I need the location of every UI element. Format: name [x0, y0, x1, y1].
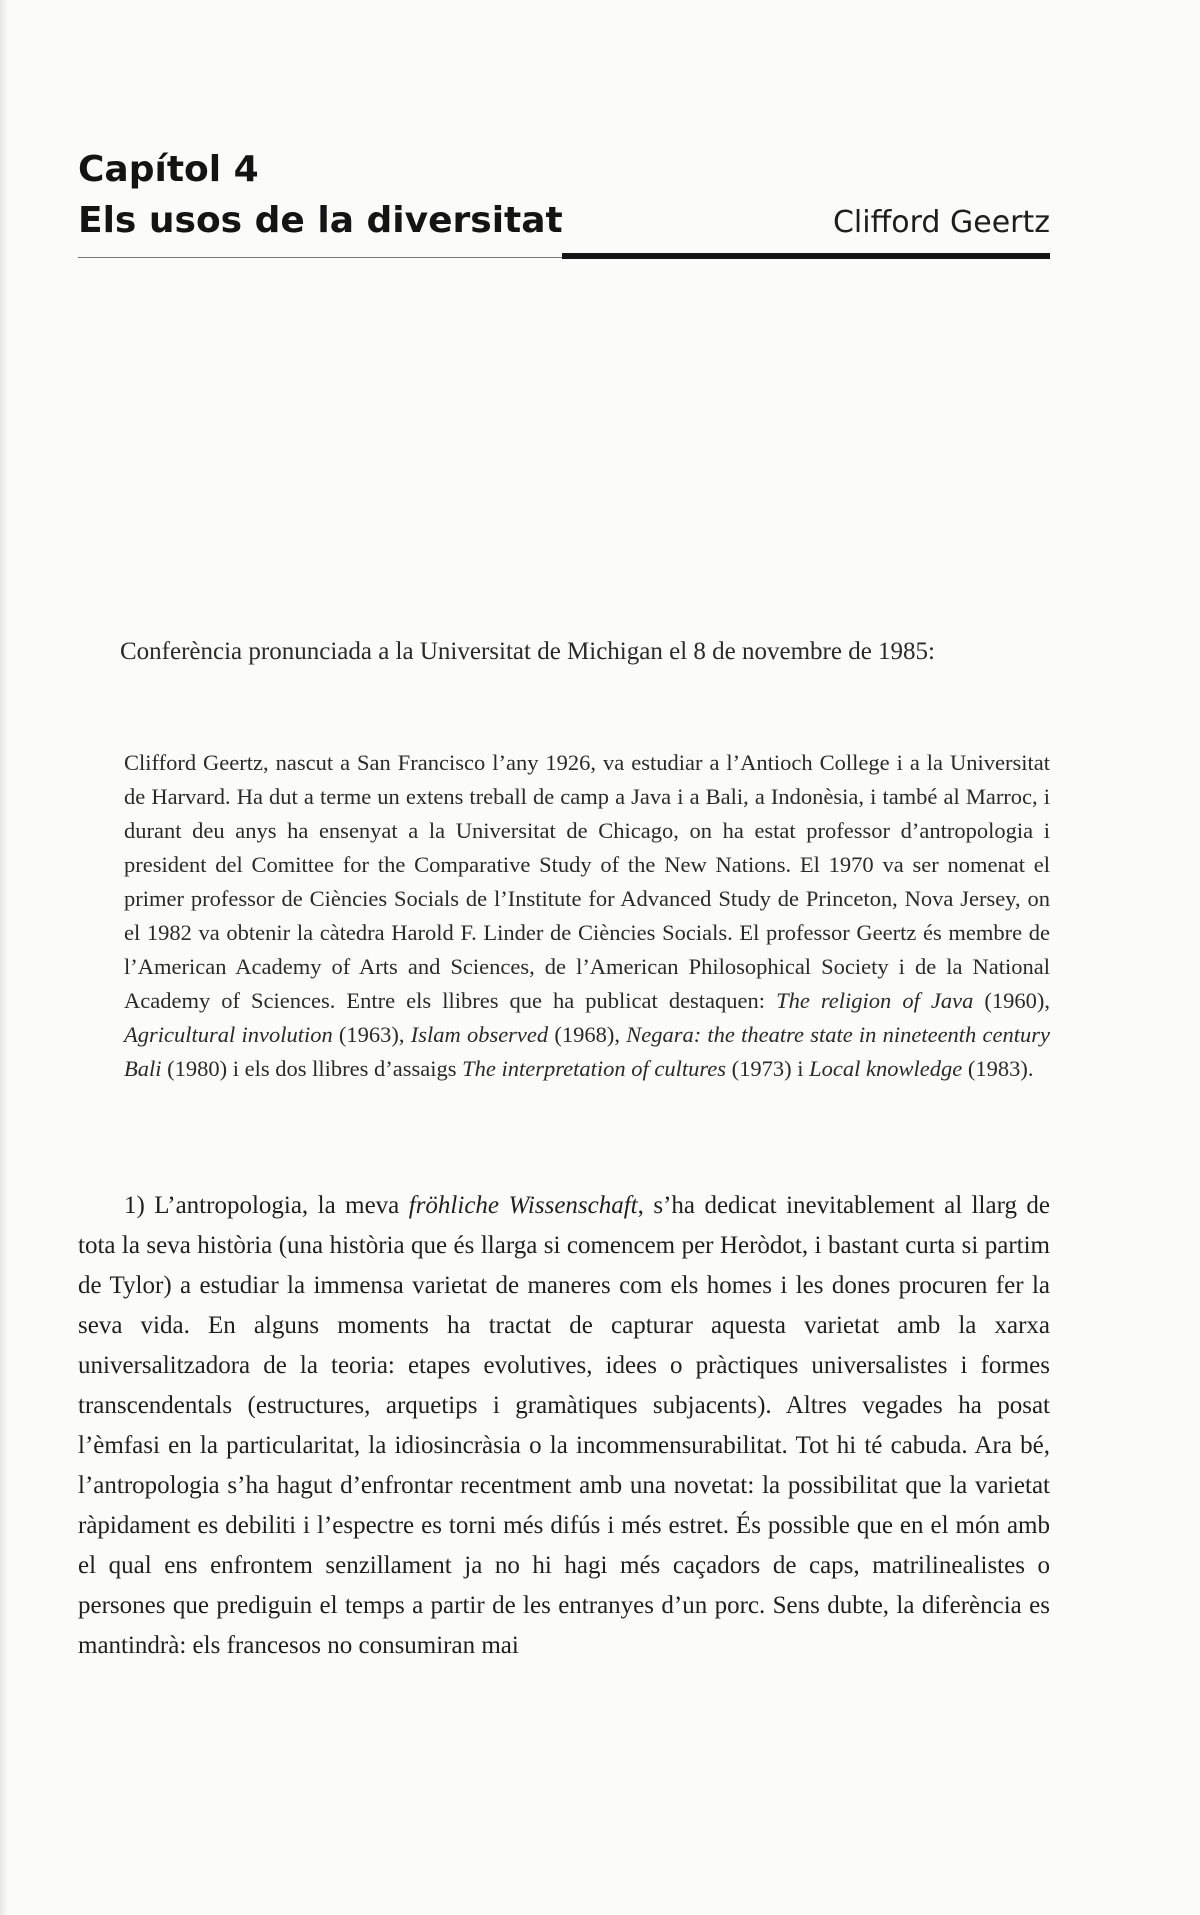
book-title: Agricultural involution [124, 1022, 333, 1047]
chapter-author: Clifford Geertz [832, 205, 1050, 240]
bio-text: (1983). [962, 1056, 1034, 1081]
chapter-title: Els usos de la diversitat [78, 200, 563, 241]
body-text: 1) L’antropologia, la meva [124, 1192, 409, 1219]
book-title: The religion of Java [776, 988, 974, 1013]
bio-text: (1980) i els dos llibres d’assaigs [161, 1056, 463, 1081]
intro-paragraph: Conferència pronunciada a la Universitat de Michigan el 8 de novembre de 1985: [120, 638, 935, 665]
bio-text: (1973) i [726, 1056, 810, 1081]
page-edge-shadow [0, 0, 8, 1915]
bio-text: Clifford Geertz, nascut a San Francisco l’any 1926, va estudiar a l’Antioch College i a la Universitat de Harvard. Ha dut a terme un extens treball de camp a Java i a Bali, a Indonèsia, i també al Marroc, i durant deu anys ha ensenyat a la Universitat de Chicago, on ha estat professor d’antropologia i president del Comittee for the Comparative Study of the New Nations. El 1970 va ser nomenat el primer professor de Ciències Socials de l’Institute for Advanced Study de Princeton, Nova Jersey, on el 1982 va obtenir la càtedra Harold F. Linder de Ciències Socials. El professor Geertz és membre de l’American Academy of Arts and Sciences, de l’American Philosophical Society i de la National Academy of Sciences. Entre els llibres que ha publicat destaquen: [124, 750, 1050, 1013]
body-italic-phrase: fröhliche Wissenschaft [408, 1192, 638, 1219]
bio-text: (1968), [548, 1022, 627, 1047]
book-title: Local knowledge [809, 1056, 963, 1081]
author-bio-paragraph [124, 746, 1050, 1086]
chapter-number: Capítol 4 [78, 149, 259, 190]
header-rule-thick [562, 253, 1050, 259]
bio-text: (1963), [332, 1022, 411, 1047]
chapter-header [78, 145, 1050, 263]
body-text: , s’ha dedicat inevitablement al llarg de tota la seva història (una història que és llarga si comencem per Heròdot, i bastant curta si partim de Tylor) a estudiar la immensa varietat de maneres com els homes i les dones procuren fer la seva vida. En alguns moments ha tractat de capturar aquesta varietat amb la xarxa universalitzadora de la teoria: etapes evolutives, idees o pràctiques universalistes i formes transcendentals (estructures, arquetips i gramàtiques subjacents). Altres vegades ha posat l’èmfasi en la particularitat, la idiosincràsia o la incommensurabilitat. Tot hi té cabuda. Ara bé, l’antropologia s’ha hagut d’enfrontar recentment amb una novetat: la possibilitat que la varietat ràpidament es debiliti i l’espectre es torni més difús i més estret. És possible que en el món amb el qual ens enfrontem senzillament ja no hi hagi més caçadors de caps, matrilinealistes o persones que prediguin el temps a partir de les entranyes d’un porc. Sens dubte, la diferència es mantindrà: els francesos no consumiran mai [78, 1192, 1051, 1659]
book-title: Islam observed [410, 1022, 549, 1047]
book-title: The interpretation of cultures [462, 1056, 727, 1081]
body-paragraph-1 [78, 1186, 1050, 1666]
bio-text: (1960), [973, 988, 1050, 1013]
book-title: Negara: the theatre state in nineteenth century Bali [124, 1022, 1050, 1081]
